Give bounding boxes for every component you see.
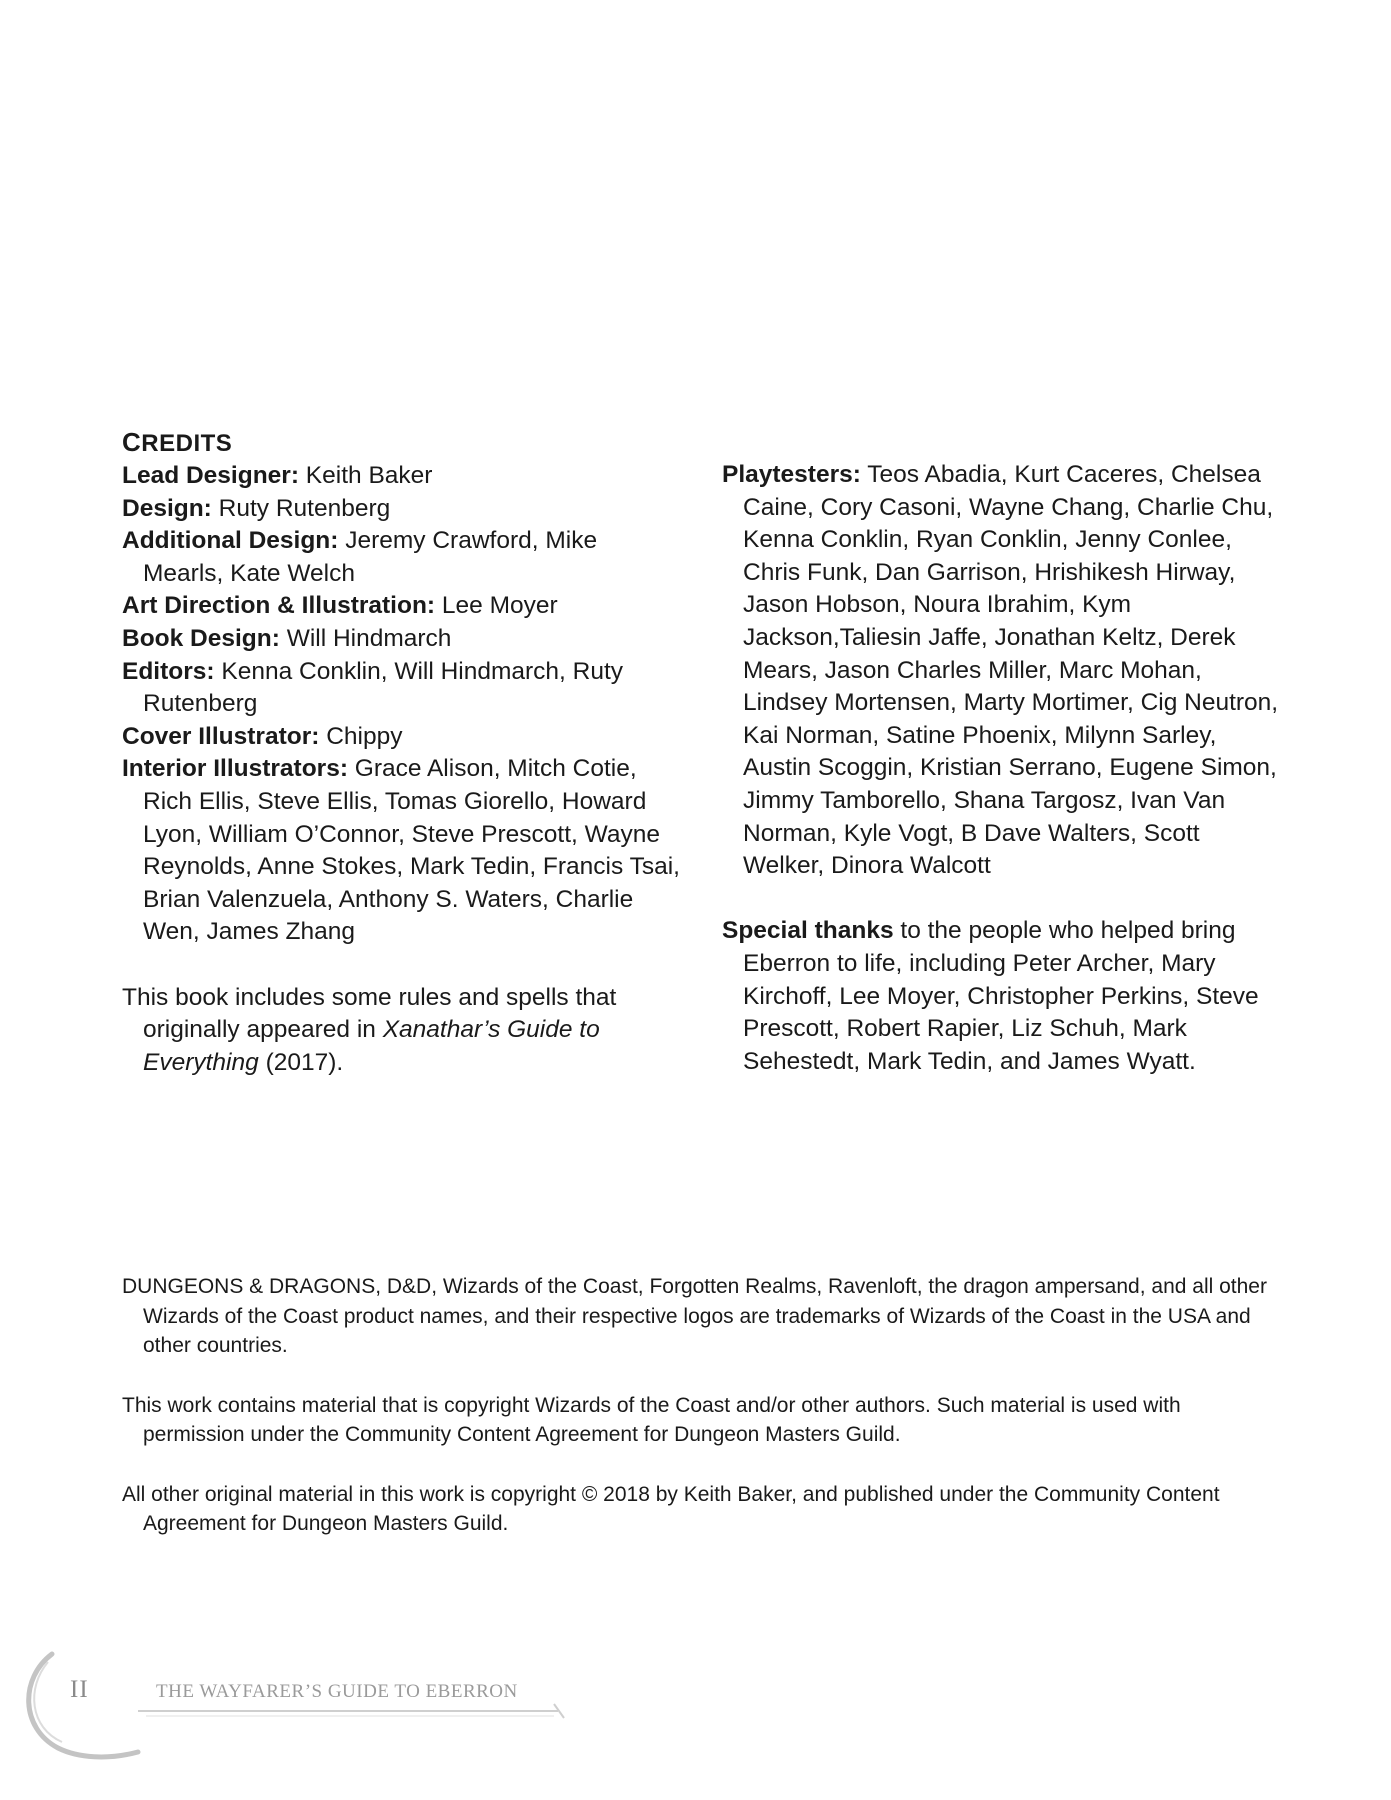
credit-playtesters: Playtesters: Teos Abadia, Kurt Caceres, Chelsea Caine, Cory Casoni, Wayne Chang, Charlie Chu, Kenna Conklin, Ryan Conklin, Jenny Conlee, Chris Funk, Dan Garrison, Hrishikesh Hirway, Jason Hobson, Noura Ibrahim, Kym Jackson,Taliesin Jaffe, Jonathan Keltz, Derek Mears, Jason Charles Miller, Marc Mohan, Lindsey Mortensen, Marty Mortimer, Cig Neutron, Kai Norman, Satine Phoenix, Milynn Sarley, Austin Scoggin, Kristian Serrano, Eugene Simon, Jimmy Tamborello, Shana Targosz, Ivan Van Norman, Kyle Vogt, B Dave Walters, Scott Welker, Dinora Walcott (722, 461, 1279, 880)
spacer (122, 949, 682, 982)
credits-right-column (722, 459, 1282, 1078)
credit-editors: Editors: Kenna Conklin, Will Hindmarch, Ruty Rutenberg (122, 657, 624, 718)
trademark-notice: DUNGEONS & DRAGONS, D&D, Wizards of the Coast, Forgotten Realms, Ravenloft, the dragon ampersand, and all other Wizards of the Coast product names, and their respective logos are trademarks of Wizards of the Coast in the USA and other countries. (122, 1275, 1267, 1357)
credits-left-column (122, 426, 682, 1079)
credit-art-direction: Art Direction & Illustration: Lee Moyer (122, 592, 558, 620)
permission-notice: This work contains material that is copyright Wizards of the Coast and/or other authors. Such material is used with permission under the Community Content Agreement for Dungeon Masters Guild. (122, 1393, 1181, 1446)
page-number: II (70, 1676, 89, 1703)
page-footer (18, 1648, 578, 1768)
special-thanks: Special thanks to the people who helped bring Eberron to life, including Peter Archer, Mary Kirchoff, Lee Moyer, Christopher Perkins, Steve Prescott, Robert Rapier, Liz Schuh, Mark Sehestedt, Mark Tedin, and James Wyatt. (722, 917, 1259, 1075)
running-head: THE WAYFARER’S GUIDE TO EBERRON (156, 1681, 518, 1702)
credit-book-design: Book Design: Will Hindmarch (122, 624, 452, 652)
credit-additional-design: Additional Design: Jeremy Crawford, Mike Mearls, Kate Welch (122, 527, 598, 587)
legal-notice (122, 1272, 1272, 1569)
rules-note: This book includes some rules and spells that originally appeared in Xanathar’s Guide to Everything (2017). (122, 983, 617, 1076)
credit-lead-designer: Lead Designer: Keith Baker (122, 462, 433, 489)
copyright-notice: All other original material in this work is copyright © 2018 by Keith Baker, and published under the Community Content Agreement for Dungeon Masters Guild. (122, 1482, 1220, 1535)
credits-heading: CREDITS (122, 427, 233, 457)
credit-design: Design: Ruty Rutenberg (122, 494, 391, 522)
credit-cover-illustrator: Cover Illustrator: Chippy (122, 722, 403, 750)
credit-interior-illustrators: Interior Illustrators: Grace Alison, Mitch Cotie, Rich Ellis, Steve Ellis, Tomas Giorello, Howard Lyon, William O’Connor, Steve Prescott, Wayne Reynolds, Anne Stokes, Mark Tedin, Francis Tsai, Brian Valenzuela, Anthony S. Waters, Charlie Wen, James Zhang (122, 755, 680, 946)
footer-flourish (18, 1648, 578, 1768)
spacer (722, 883, 1282, 916)
